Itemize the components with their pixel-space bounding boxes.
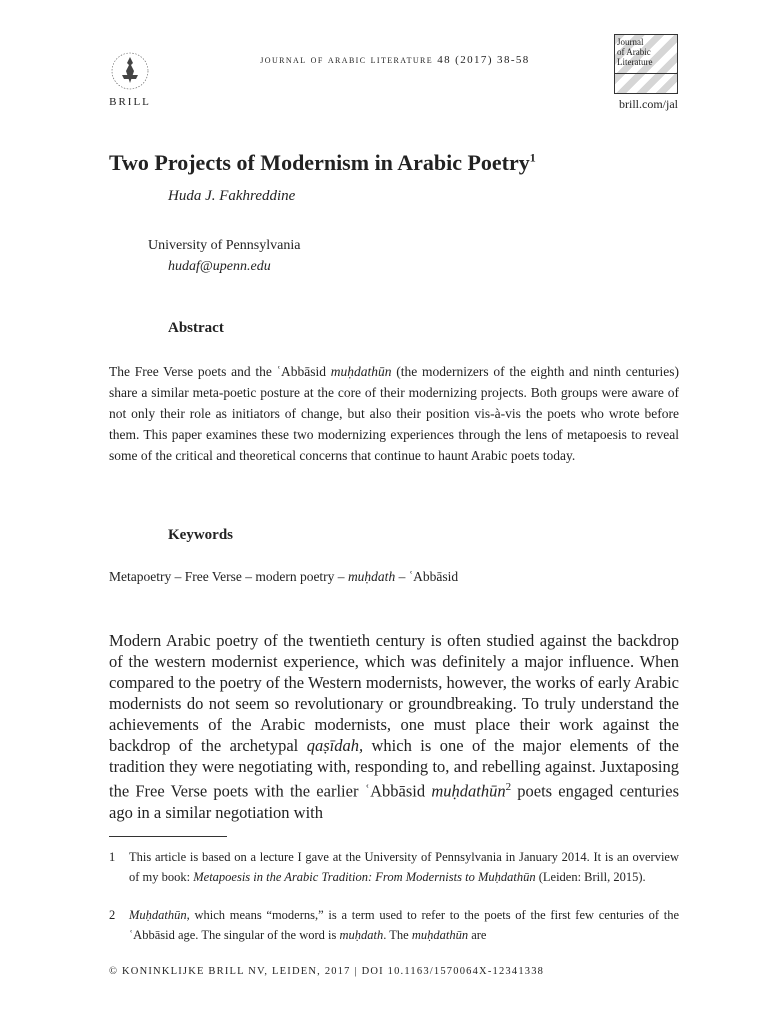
running-head: journal of arabic literature 48 (2017) 38-58 xyxy=(260,54,530,66)
author-affiliation: University of Pennsylvania xyxy=(148,238,301,253)
publisher-name: BRILL xyxy=(109,96,151,108)
body-paragraph: Modern Arabic poetry of the twentieth century is often studied against the backdrop of the western modernist experience, which was definitely a major influence. When compared to the poetry of the Western modernists, however, the works of early Arabic modernists do not seem so revolutionary or groundbreaking. To truly understand the achievements of the Arabic modernists, one must place their work against the backdrop of the archetypal qaṣīdah, which is one of the major elements of the tradition they were negotiating with, responding to, and rebelling against. Juxtaposing the Free Verse poets with the earlier ʿAbbāsid muḥdathūn$^2$ poets engaged centuries ago in a similar negotiation with xyxy=(109,631,679,822)
keywords-list: Metapoetry – Free Verse – modern poetry – muḥdath – ʿAbbāsid xyxy=(109,569,459,584)
author-name: Huda J. Fakhreddine xyxy=(168,188,296,204)
abstract-heading: Abstract xyxy=(168,320,224,336)
footnote-1: 1 This article is based on a lecture I gave at the University of Pennsylvania in January 2014. It is an overview of my book: Metapoesis in the Arabic Tradition: From Modernists to Muḥdathūn (Leiden: Brill, 2015). xyxy=(109,850,679,884)
article-title: Two Projects of Modernism in Arabic Poetry$^1$ xyxy=(109,150,536,175)
author-email-link[interactable]: hudaf@upenn.edu xyxy=(168,259,271,274)
journal-cover-icon xyxy=(614,34,678,94)
footnote-2: 2 Muḥdathūn, which means “moderns,” is a term used to refer to the poets of the first few centuries of the ʿAbbāsid age. The singular of the word is muḥdath. The muḥdathūn are xyxy=(109,908,679,942)
keywords-heading: Keywords xyxy=(168,527,233,543)
journal-url-link[interactable]: brill.com/jal xyxy=(619,97,678,111)
journal-cover-title: Journal of Arabic Literature xyxy=(617,37,653,67)
footnote-ref[interactable]: 1 xyxy=(529,150,536,165)
footnote-divider xyxy=(109,836,227,837)
copyright-footer: © KONINKLIJKE BRILL NV, LEIDEN, 2017 | DOI 10.1163/1570064X-12341338 xyxy=(109,966,545,977)
abstract-text: The Free Verse poets and the ʿAbbāsid muḥdathūn (the modernizers of the eighth and ninth centuries) share a similar meta-poetic posture at the core of their modernizing projects. Both groups were aware of not only their role as initiators of change, but also their position vis-à-vis the poets who wrote before them. This paper examines these two modernizing experiences through the lens of metapoesis to reveal some of the critical and theoretical concerns that continue to haunt Arabic poets today. xyxy=(109,364,679,463)
footnote-ref[interactable]: 2 xyxy=(505,781,512,793)
